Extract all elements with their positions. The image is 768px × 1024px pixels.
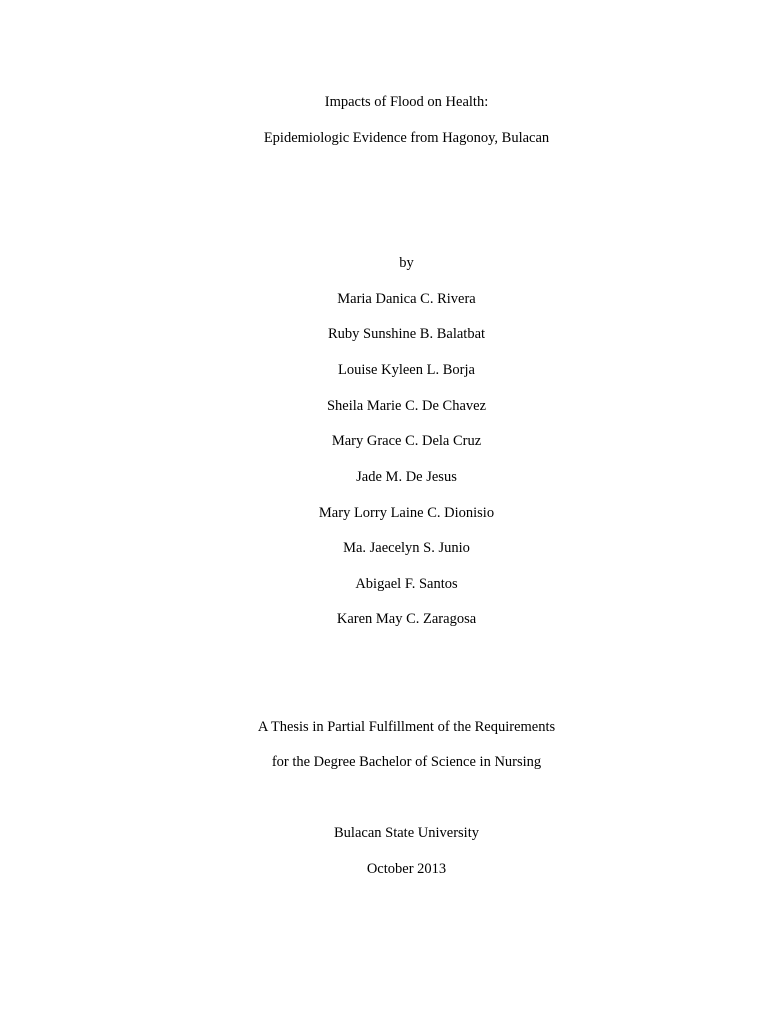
author-name: Ma. Jaecelyn S. Junio bbox=[343, 540, 470, 556]
author-name: Abigael F. Santos bbox=[355, 576, 458, 592]
author-name: Jade M. De Jesus bbox=[356, 469, 457, 485]
byline: by bbox=[399, 255, 414, 271]
author-name: Louise Kyleen L. Borja bbox=[338, 362, 475, 378]
submission-date: October 2013 bbox=[366, 861, 447, 877]
author-name: Ruby Sunshine B. Balatbat bbox=[327, 326, 486, 342]
author-name: Maria Danica C. Rivera bbox=[337, 291, 476, 307]
thesis-title-line-2: Epidemiologic Evidence from Hagonoy, Bulacan bbox=[263, 130, 550, 146]
thesis-statement-line-2: for the Degree Bachelor of Science in Nursing bbox=[271, 754, 542, 770]
author-name: Mary Grace C. Dela Cruz bbox=[331, 433, 482, 449]
institution-name: Bulacan State University bbox=[334, 825, 479, 841]
thesis-statement-line-1: A Thesis in Partial Fulfillment of the Requirements bbox=[257, 719, 556, 735]
thesis-title-line-1: Impacts of Flood on Health: bbox=[324, 94, 489, 110]
author-name: Mary Lorry Laine C. Dionisio bbox=[318, 505, 495, 521]
author-name: Sheila Marie C. De Chavez bbox=[326, 398, 487, 414]
author-name: Karen May C. Zaragosa bbox=[336, 611, 477, 627]
